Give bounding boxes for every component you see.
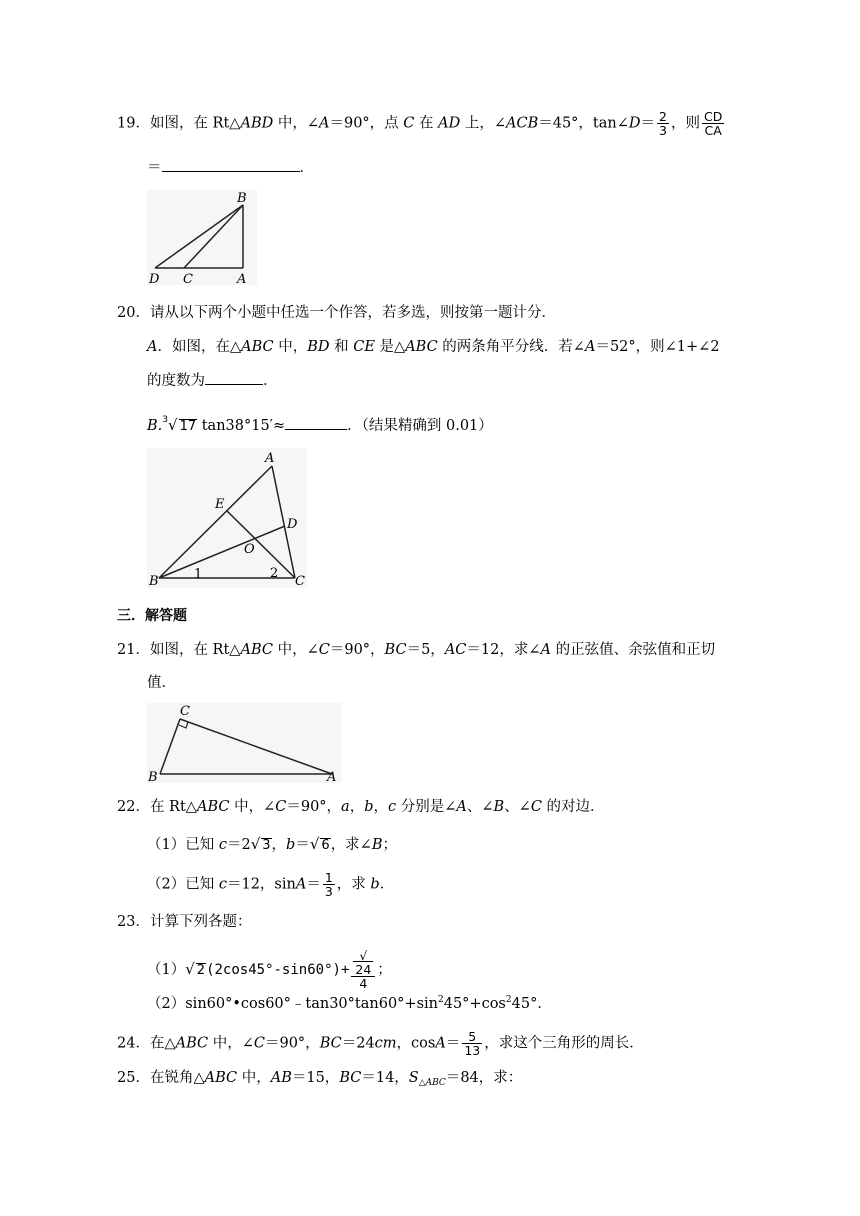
label-c: C [183,272,193,285]
label-b: B [237,191,247,206]
q22-part2: （2）已知 c＝12，sinA＝ $\frac{1}{3}$ ，求 b． [147,870,395,899]
answer-blank [162,157,300,172]
answer-blank [285,415,347,430]
q19-line2: ＝ ． [147,157,314,178]
label-b: B [148,770,158,783]
label-a: A [327,770,337,783]
q25-line: 25．在锐角△ABC 中，AB＝15，BC＝14，$S_{\triangle ABC}=84$，求： [117,1070,523,1088]
label-2: 2 [270,566,279,581]
label-a: A [237,272,247,285]
label-o: O [244,542,255,557]
q19-number: 19． [117,115,150,132]
q20-number: 20． [117,305,150,321]
label-d: D [149,272,160,285]
label-c: C [295,574,305,588]
label-1: 1 [194,567,203,582]
q21-number: 21． [117,642,150,658]
label-e: E [215,497,225,512]
q20b-line: B.$^3$√ 17 tan38°15′≈ ．（结果精确到 0.01） [147,415,493,434]
fraction-2-3: $\frac{2}{3}$ [659,109,667,138]
q20-figure [147,448,307,588]
fraction-sqrt24-4: √ 24 4 [351,950,375,990]
fraction-1-3: $\frac{1}{3}$ [324,870,333,899]
q23-part2: $(2)\sin 60^\circ•\cos 60^\circ﹣\tan 30^\circ\tan 60^\circ+\sin^245^\circ+\cos^245^\circ$． [147,995,552,1012]
q23-number: 23． [117,914,150,930]
q24-line: 24．在△ABC 中，∠C＝90°，BC＝24cm，cosA＝ $\frac{5}{13}$ ，求这个三角形的周长． [117,1029,644,1058]
q19-line1: 19．如图，在 Rt△ABD 中，∠A＝90°，点 C 在 AD 上，∠ACB＝45°，tan∠D＝ $\frac{2}{3}$ ，则 $\frac{CD}{CA}$ [117,109,723,138]
q25-number: 25． [117,1070,150,1086]
q24-number: 24． [117,1035,150,1052]
label-c: C [180,704,190,719]
q20a-line1: A．如图，在△ABC 中，BD 和 CE 是△ABC 的两条角平分线．若∠A＝52°，则∠1+∠2 [147,339,720,355]
q21-line1: 21．如图，在 Rt△ABC 中，∠C＝90°，BC＝5，AC＝12，求∠A 的正弦值、余弦值和正切 [117,642,716,658]
label-a: A [265,451,275,466]
section-heading: 三．解答题 [117,608,187,624]
fraction-5-13: $\frac{5}{13}$ [464,1029,481,1058]
q20-intro: 20．请从以下两个小题中任选一个作答，若多选，则按第一题计分． [117,305,556,321]
q19-figure [147,190,257,285]
fraction-cd-ca: $\frac{CD}{CA}$ [704,109,723,138]
q23-part1: （1）√ 2(2cos45°-sin60°)+ √ 24 4 ； [147,949,392,991]
label-d: D [287,517,298,532]
q22-number: 22． [117,799,150,815]
q22-part1: （1）已知 c＝2√ 3，b＝√ 6，求∠B； [147,835,397,853]
q20a-line2: 的度数为 ． [147,370,278,391]
q21-figure [147,703,342,783]
q22-line1: 22．在 Rt△ABC 中，∠C＝90°，a，b，c 分别是∠A、∠B、∠C 的对边． [117,799,605,815]
q21-line2: 值． [147,675,176,691]
q23-intro: 23．计算下列各题： [117,914,252,930]
answer-blank [205,370,263,385]
label-b: B [149,574,159,588]
